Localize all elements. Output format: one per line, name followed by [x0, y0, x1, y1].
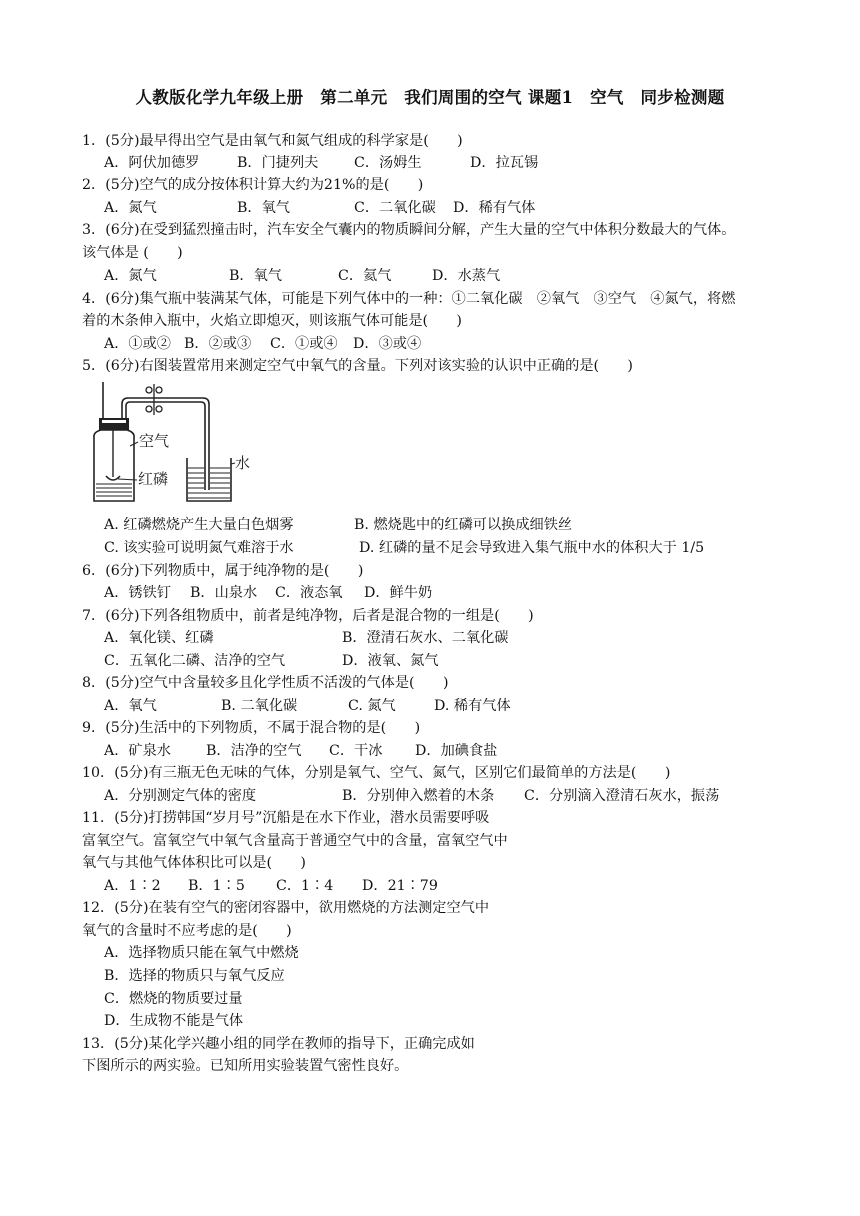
option-d: D．③或④ [353, 336, 422, 352]
option-c: C．液态氧 [275, 585, 343, 601]
question-10-stem: 10．(5分)有三瓶无色无味的气体，分别是氧气、空气、氮气，区别它们最简单的方法是( ) [82, 765, 671, 781]
question-12-option-b: B．选择的物质只与氧气反应 [104, 968, 285, 984]
option-c: C. 氮气 [348, 698, 396, 714]
question-3-stem: 3．(6分)在受到猛烈撞击时，汽车安全气囊内的物质瞬间分解，产生大量的空气中体积分数最大的气体。 [82, 222, 736, 238]
question-4-stem-cont: 着的木条伸入瓶中，火焰立即熄灭，则该瓶气体可能是( ) [82, 313, 462, 329]
option-d: D．水蒸气 [432, 268, 501, 284]
option-b: B．洁净的空气 [206, 743, 302, 759]
label-red-phosphorus: 红磷 [138, 470, 169, 488]
option-a: A．阿伏加德罗 [104, 155, 200, 171]
option-c: C．氦气 [338, 268, 392, 284]
option-b: B．分别伸入燃着的木条 [342, 788, 495, 804]
option-d: D. 稀有气体 [434, 698, 511, 714]
option-a: A．氮气 [104, 268, 157, 284]
option-a: A．氧气 [104, 698, 157, 714]
question-9-stem: 9．(5分)生活中的下列物质，不属于混合物的是( ) [82, 720, 421, 736]
oxygen-measurement-apparatus [85, 380, 265, 510]
option-a: A．①或② [104, 336, 171, 352]
question-12-stem-cont: 氧气的含量时不应考虑的是( ) [82, 923, 292, 939]
option-b: B．氧气 [237, 200, 290, 216]
option-c: C. 该实验可说明氮气难溶于水 [104, 540, 294, 556]
option-b: B．②或③ [184, 336, 252, 352]
option-b: B．1∶5 [188, 878, 245, 894]
option-a: A. 红磷燃烧产生大量白色烟雾 [104, 517, 294, 533]
question-11-stem-cont: 富氧空气。富氧空气中氧气含量高于普通空气中的含量，富氧空气中 [82, 833, 508, 849]
bottle-water [96, 484, 132, 496]
question-8-stem: 8．(5分)空气中含量较多且化学性质不活泼的气体是( ) [82, 675, 449, 691]
question-11-stem-cont2: 氧气与其他气体体积比可以是( ) [82, 855, 306, 871]
label-air: 空气 [139, 432, 170, 450]
question-12-option-a: A．选择物质只能在氧气中燃烧 [104, 945, 299, 961]
question-4-stem: 4．(6分)集气瓶中装满某气体，可能是下列气体中的一种：①二氧化碳 ②氧气 ③空气 ④氮气，将燃 [82, 291, 736, 307]
gas-bottle [94, 430, 134, 501]
clamp-icon [146, 384, 162, 415]
option-d: D．稀有气体 [453, 200, 536, 216]
question-2-stem: 2．(5分)空气的成分按体积计算大约为21%的是( ) [82, 177, 424, 193]
option-c: C．二氧化碳 [354, 200, 436, 216]
option-d: D．鲜牛奶 [364, 585, 433, 601]
option-d: D. 红磷的量不足会导致进入集气瓶中水的体积大于 1/5 [359, 540, 705, 556]
question-1-stem: 1．(5分)最早得出空气是由氧气和氮气组成的科学家是( ) [82, 133, 463, 149]
option-a: A．氮气 [104, 200, 157, 216]
option-d: D．液氧、氮气 [342, 653, 439, 669]
option-c: C．①或④ [270, 336, 338, 352]
option-a: A．1∶2 [104, 878, 161, 894]
question-6-stem: 6．(6分)下列物质中，属于纯净物的是( ) [82, 563, 364, 579]
page-title: 人教版化学九年级上册 第二单元 我们周围的空气 课题1 空气 同步检测题 [135, 88, 725, 107]
question-3-stem-cont: 该气体是 ( ) [82, 245, 183, 261]
question-11-stem: 11．(5分)打捞韩国“岁月号”沉船是在水下作业，潜水员需要呼吸 [82, 810, 490, 826]
option-a: A．矿泉水 [104, 743, 171, 759]
option-d: D．拉瓦锡 [470, 155, 539, 171]
option-c: C．分别滴入澄清石灰水，振荡 [524, 788, 720, 804]
option-b: B．氧气 [229, 268, 282, 284]
option-b: B．澄清石灰水、二氧化碳 [342, 630, 509, 646]
option-b: B. 燃烧匙中的红磷可以换成细铁丝 [354, 517, 573, 533]
question-12-option-c: C．燃烧的物质要过量 [104, 991, 243, 1007]
label-water: 水 [235, 454, 251, 472]
option-c: C．汤姆生 [354, 155, 422, 171]
question-13-stem: 13．(5分)某化学兴趣小组的同学在教师的指导下，正确完成如 [82, 1036, 475, 1052]
option-d: D．加碘食盐 [415, 743, 498, 759]
option-a: A．锈铁钉 [104, 585, 171, 601]
option-d: D．21∶79 [362, 878, 438, 894]
option-a: A．氧化镁、红磷 [104, 630, 214, 646]
option-c: C．五氧化二磷、洁净的空气 [104, 653, 286, 669]
question-7-stem: 7．(6分)下列各组物质中，前者是纯净物，后者是混合物的一组是( ) [82, 608, 534, 624]
question-5-stem: 5．(6分)右图装置常用来测定空气中氧气的含量。下列对该实验的认识中正确的是( ) [82, 358, 633, 374]
option-c: C．1∶4 [276, 878, 334, 894]
option-b: B．山泉水 [190, 585, 258, 601]
rubber-stopper [99, 418, 129, 430]
question-13-stem-cont: 下图所示的两实验。已知所用实验装置气密性良好。 [82, 1058, 409, 1074]
question-12-option-d: D．生成物不能是气体 [104, 1013, 244, 1029]
option-b: B. 二氧化碳 [221, 698, 298, 714]
option-c: C．干冰 [329, 743, 383, 759]
option-b: B．门捷列夫 [237, 155, 319, 171]
option-a: A．分别测定气体的密度 [104, 788, 257, 804]
question-12-stem: 12．(5分)在装有空气的密闭容器中，欲用燃烧的方法测定空气中 [82, 900, 490, 916]
